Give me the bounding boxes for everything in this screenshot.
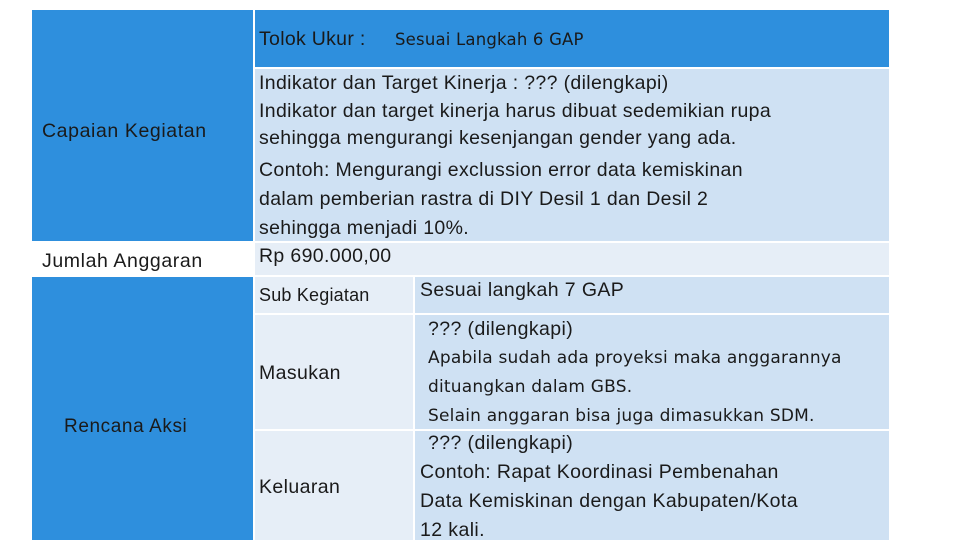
capaian-line-2: Indikator dan target kinerja harus dibuat sedemikian rupa (259, 100, 772, 122)
keluaran-label-cell (254, 430, 414, 540)
grid-line (253, 10, 255, 540)
keluaran-line-2: Contoh: Rapat Koordinasi Pembenahan (420, 461, 779, 483)
keluaran-line-4: 12 kali. (420, 519, 485, 540)
grid-line (413, 276, 415, 540)
masukan-line-1: ??? (dilengkapi) (428, 318, 574, 340)
left-column-bottom (32, 276, 254, 540)
masukan-line-4: Selain anggaran bisa juga dimasukkan SDM. (428, 406, 815, 426)
grid-line (32, 241, 889, 243)
capaian-line-5: dalam pemberian rastra di DIY Desil 1 dan Desil 2 (259, 188, 709, 210)
capaian-kegiatan-label: Capaian Kegiatan (42, 120, 207, 142)
sub-kegiatan-value: Sesuai langkah 7 GAP (420, 279, 625, 301)
masukan-line-3: dituangkan dalam GBS. (428, 377, 633, 397)
jumlah-anggaran-label: Jumlah Anggaran (42, 250, 203, 272)
anggaran-cell (254, 242, 889, 276)
capaian-line-3: sehingga mengurangi kesenjangan gender yang ada. (259, 127, 737, 149)
tolok-ukur-label: Tolok Ukur : (259, 28, 366, 50)
keluaran-label: Keluaran (259, 476, 341, 498)
masukan-line-2: Apabila sudah ada proyeksi maka anggarannya (428, 348, 842, 368)
capaian-line-6: sehingga menjadi 10%. (259, 217, 470, 239)
capaian-kegiatan-cell (254, 68, 889, 242)
masukan-label-cell (254, 314, 414, 430)
rencana-aksi-label: Rencana Aksi (64, 416, 188, 437)
keluaran-line-3: Data Kemiskinan dengan Kabupaten/Kota (420, 490, 798, 512)
header-row (254, 10, 889, 68)
tolok-ukur-value: Sesuai Langkah 6 GAP (395, 30, 584, 49)
grid-line (254, 429, 889, 431)
keluaran-line-1: ??? (dilengkapi) (428, 432, 574, 454)
sub-kegiatan-label-cell (254, 276, 414, 314)
grid-line (254, 313, 889, 315)
anggaran-value: Rp 690.000,00 (259, 245, 392, 267)
keluaran-content-cell (414, 430, 889, 540)
grid-line (32, 275, 889, 277)
capaian-line-4: Contoh: Mengurangi exclussion error data kemiskinan (259, 159, 743, 181)
masukan-content-cell (414, 314, 889, 430)
masukan-label: Masukan (259, 362, 341, 384)
sub-kegiatan-value-cell (414, 276, 889, 314)
capaian-line-1: Indikator dan Target Kinerja : ??? (dilengkapi) (259, 72, 669, 94)
grid-line (254, 67, 889, 69)
sub-kegiatan-label: Sub Kegiatan (259, 285, 370, 305)
